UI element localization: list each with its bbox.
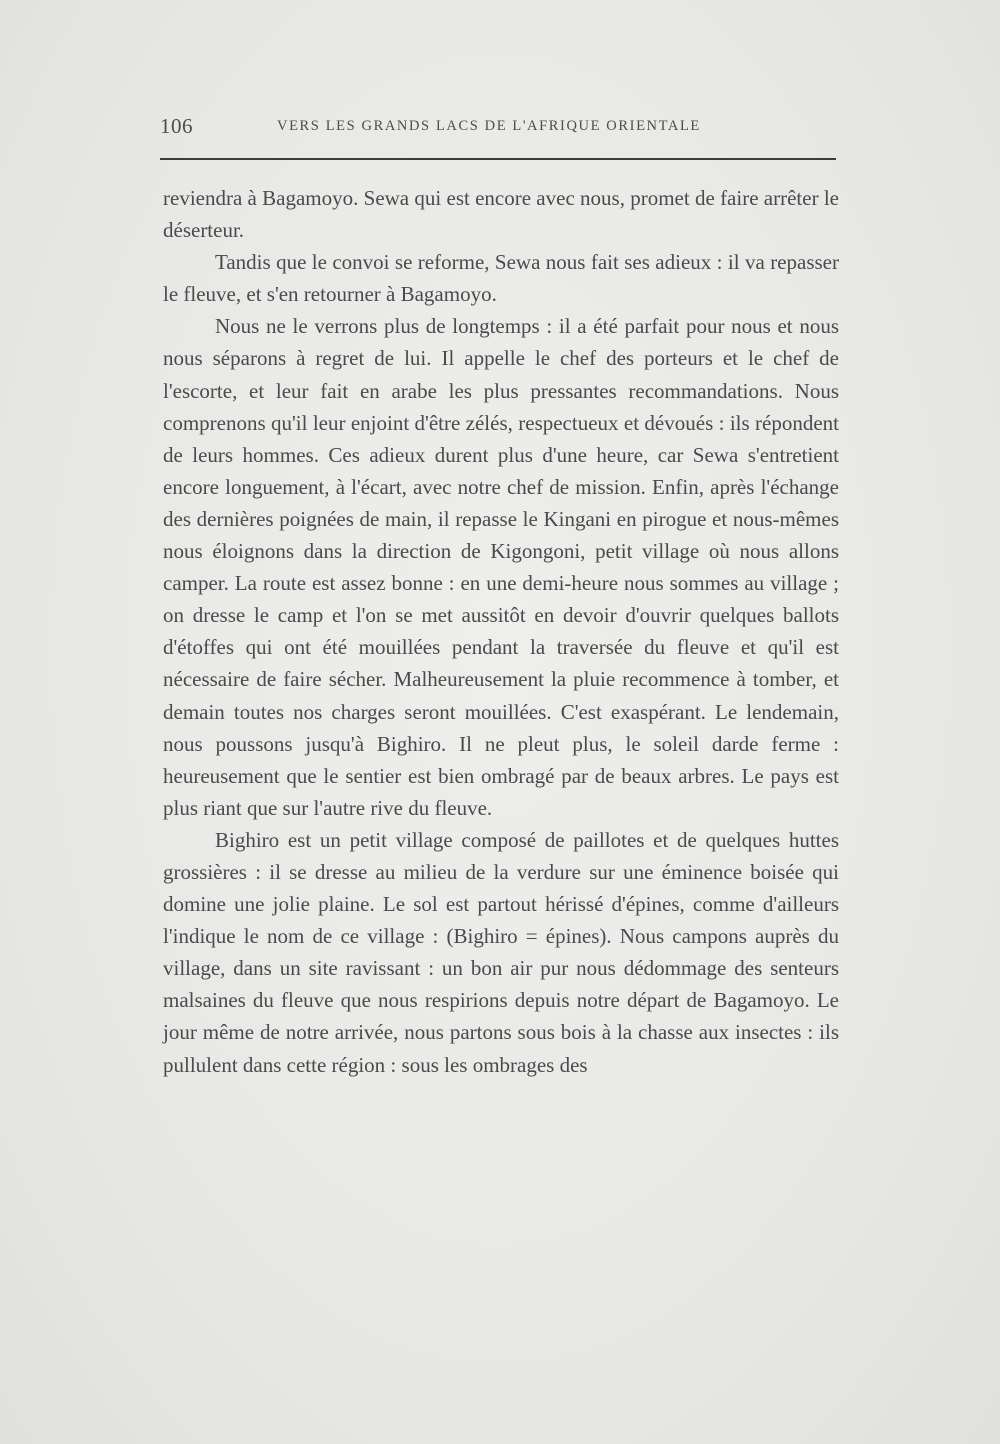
body-text (163, 182, 839, 1081)
header-rule (160, 158, 836, 160)
paragraph: Bighiro est un petit village composé de paillotes et de quelques huttes grossières : il se dresse au milieu de la verdure sur une éminence boisée qui domine une jolie plaine. Le sol est partout hérissé d'épines, comme d'ailleurs l'indique le nom de ce village : (Bighiro = épines). Nous campons auprès du village, dans un site ravissant : un bon air pur nous dédommage des senteurs malsaines du fleuve que nous respirions depuis notre départ de Bagamoyo. Le jour même de notre arrivée, nous partons sous bois à la chasse aux insectes : ils pullulent dans cette région : sous les ombrages des (163, 827, 839, 1077)
running-title: VERS LES GRANDS LACS DE L'AFRIQUE ORIENTALE (277, 118, 701, 134)
paragraph: Nous ne le verrons plus de longtemps : il a été parfait pour nous et nous nous séparons à regret de lui. Il appelle le chef des porteurs et le chef de l'escorte, et leur fait en arabe les plus pressantes recommandations. Nous comprenons qu'il leur enjoint d'être zélés, respectueux et dévoués : ils répondent de leurs hommes. Ces adieux durent plus d'une heure, car Sewa s'entretient encore longuement, à l'écart, avec notre chef de mission. Enfin, après l'échange des dernières poignées de main, il repasse le Kingani en pirogue et nous-mêmes nous éloignons dans la direction de Kigongoni, petit village où nous allons camper. La route est assez bonne : en une demi-heure nous sommes au village ; on dresse le camp et l'on se met aussitôt en devoir d'ouvrir quelques ballots d'étoffes qui ont été mouillées pendant la traversée du fleuve et qu'il est nécessaire de faire sécher. Malheureusement la pluie recommence à tomber, et demain toutes nos charges seront mouillées. C'est exaspérant. Le lendemain, nous poussons jusqu'à Bighiro. Il ne pleut plus, le soleil darde ferme : heureusement que le sentier est bien ombragé par de beaux arbres. Le pays est plus riant que sur l'autre rive du fleuve. (163, 314, 839, 820)
paragraph-continuation: reviendra à Bagamoyo. Sewa qui est encore avec nous, promet de faire arrêter le déserteur. (163, 186, 839, 243)
paragraph: Tandis que le convoi se reforme, Sewa nous fait ses adieux : il va repasser le fleuve, et s'en retourner à Bagamoyo. (163, 250, 839, 307)
page-number: 106 (160, 114, 193, 138)
page-header (160, 114, 838, 144)
